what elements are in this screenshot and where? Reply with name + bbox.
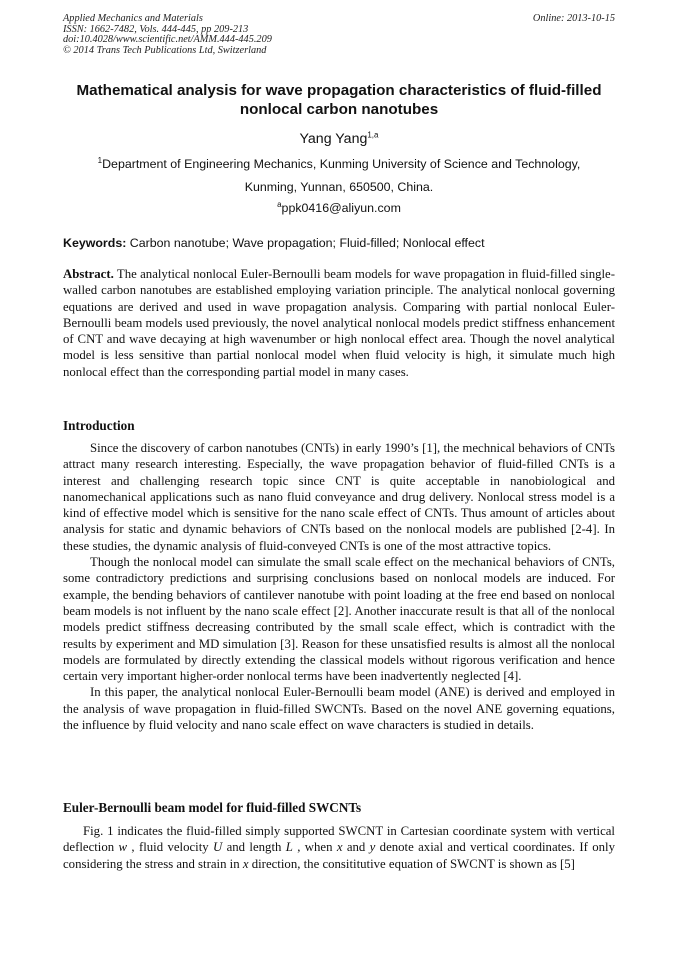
journal-name: Applied Mechanics and Materials <box>63 13 203 24</box>
keywords-text: Carbon nanotube; Wave propagation; Fluid-filled; Nonlocal effect <box>126 236 485 250</box>
introduction-heading: Introduction <box>63 418 135 433</box>
section-body <box>63 823 615 872</box>
introduction-body <box>63 440 615 733</box>
abstract-label: Abstract. <box>63 267 114 281</box>
intro-paragraph-3: In this paper, the analytical nonlocal Euler-Bernoulli beam model (ANE) is derived and employed in the analysis of wave propagation in fluid-filled SWCNTs. Based on the novel ANE governing equations, the influence by fluid velocity and nano scale effect on wave characters is studied in details. <box>63 685 615 733</box>
email <box>0 201 678 215</box>
issn: ISSN: 1662-7482, Vols. 444-445, pp 209-213 <box>63 23 249 35</box>
section-heading-euler-bernoulli: Euler-Bernoulli beam model for fluid-filled SWCNTs <box>63 800 362 815</box>
keywords-label: Keywords: <box>63 236 127 250</box>
email-sup: a <box>277 199 282 209</box>
affiliation-line-1 <box>0 157 678 171</box>
author <box>0 131 678 147</box>
journal-header <box>63 14 615 56</box>
author-name: Yang Yang <box>299 131 368 147</box>
affiliation-sup: 1 <box>97 155 103 165</box>
copyright: © 2014 Trans Tech Publications Ltd, Switzerland <box>63 44 267 56</box>
affiliation-line-2: Kunming, Yunnan, 650500, China. <box>244 180 434 194</box>
paper-title: Mathematical analysis for wave propagation characteristics of fluid-filled nonlocal carbon nanotubes <box>76 82 602 118</box>
author-sup: 1,a <box>367 130 379 140</box>
abstract-text: The analytical nonlocal Euler-Bernoulli beam models for wave propagation in fluid-filled single-walled carbon nanotubes are established employing variation principle. The analytical nonlocal governing equations are derived and used in wave propagation analysis. Comparing with partial nonlocal Euler-Bernoulli beam models used previously, the novel analytical nonlocal models predict stiffness enhancement of CNT and wave decaying at high wavenumber or high nonlocal effect area. Though the novel analytical model is less sensitive than partial nonlocal model when fluid velocity is high, it simulate much high nonlocal effect than the corresponding partial model in many cases. <box>63 267 615 379</box>
keywords <box>63 236 615 251</box>
online-date: Online: 2013-10-15 <box>532 13 615 24</box>
doi: doi:10.4028/www.scientific.net/AMM.444-445.209 <box>63 34 272 45</box>
affiliation-text-1: Department of Engineering Mechanics, Kunming University of Science and Technology, <box>102 157 581 171</box>
abstract <box>63 266 615 380</box>
section-paragraph-1: Fig. 1 indicates the fluid-filled simply supported SWCNT in Cartesian coordinate system with vertical deflection w , fluid velocity U and length L , when x and y denote axial and vertical coordinates. If only considering the stress and strain in x direction, the consititutive equation of SWCNT is shown as [5] <box>63 824 615 871</box>
intro-paragraph-1: Since the discovery of carbon nanotubes (CNTs) in early 1990’s [1], the mechnical behaviors of CNTs attract many research interesting. Especially, the wave propagation behavior of fluid-filled CNTs is a interest and challenging research topic since CNT is quite acceptable in nanobiological and nanomechanical applications such as nano fluid conveyance and drug delivery. Nonlocal stress model is a kind of effective model which is sensitive for the nano scale effect of CNTs. Thus amount of articles about analysis for static and dynamic behaviors of CNTs based on the nonlocal models are published [2-4]. In these studies, the dynamic analysis of fluid-conveyed CNTs is one of the most attractive topics. <box>63 441 615 553</box>
intro-paragraph-2: Though the nonlocal model can simulate the small scale effect on the mechanical behaviors of CNTs, some contradictory predictions and surprising conclusions based on nonlocal models are induced. For example, the bending behaviors of cantilever nanotube with point loading at the free end based on nonlocal beam models is not influent by the nano scale effect [2]. Another inaccurate result is that all of the nonlocal models predict stiffness decreasing contributed by the small scale effect, which is contradict with the results by experiment and MD simulation [3]. Reason for these unsatisfied results is almost all the nonlocal models are formulated by directly extending the classical models without rigorous verification and hence certain very important higher-order nonlocal terms have been inadvertently neglected [4]. <box>63 555 615 684</box>
email-address: ppk0416@aliyun.com <box>281 201 401 215</box>
